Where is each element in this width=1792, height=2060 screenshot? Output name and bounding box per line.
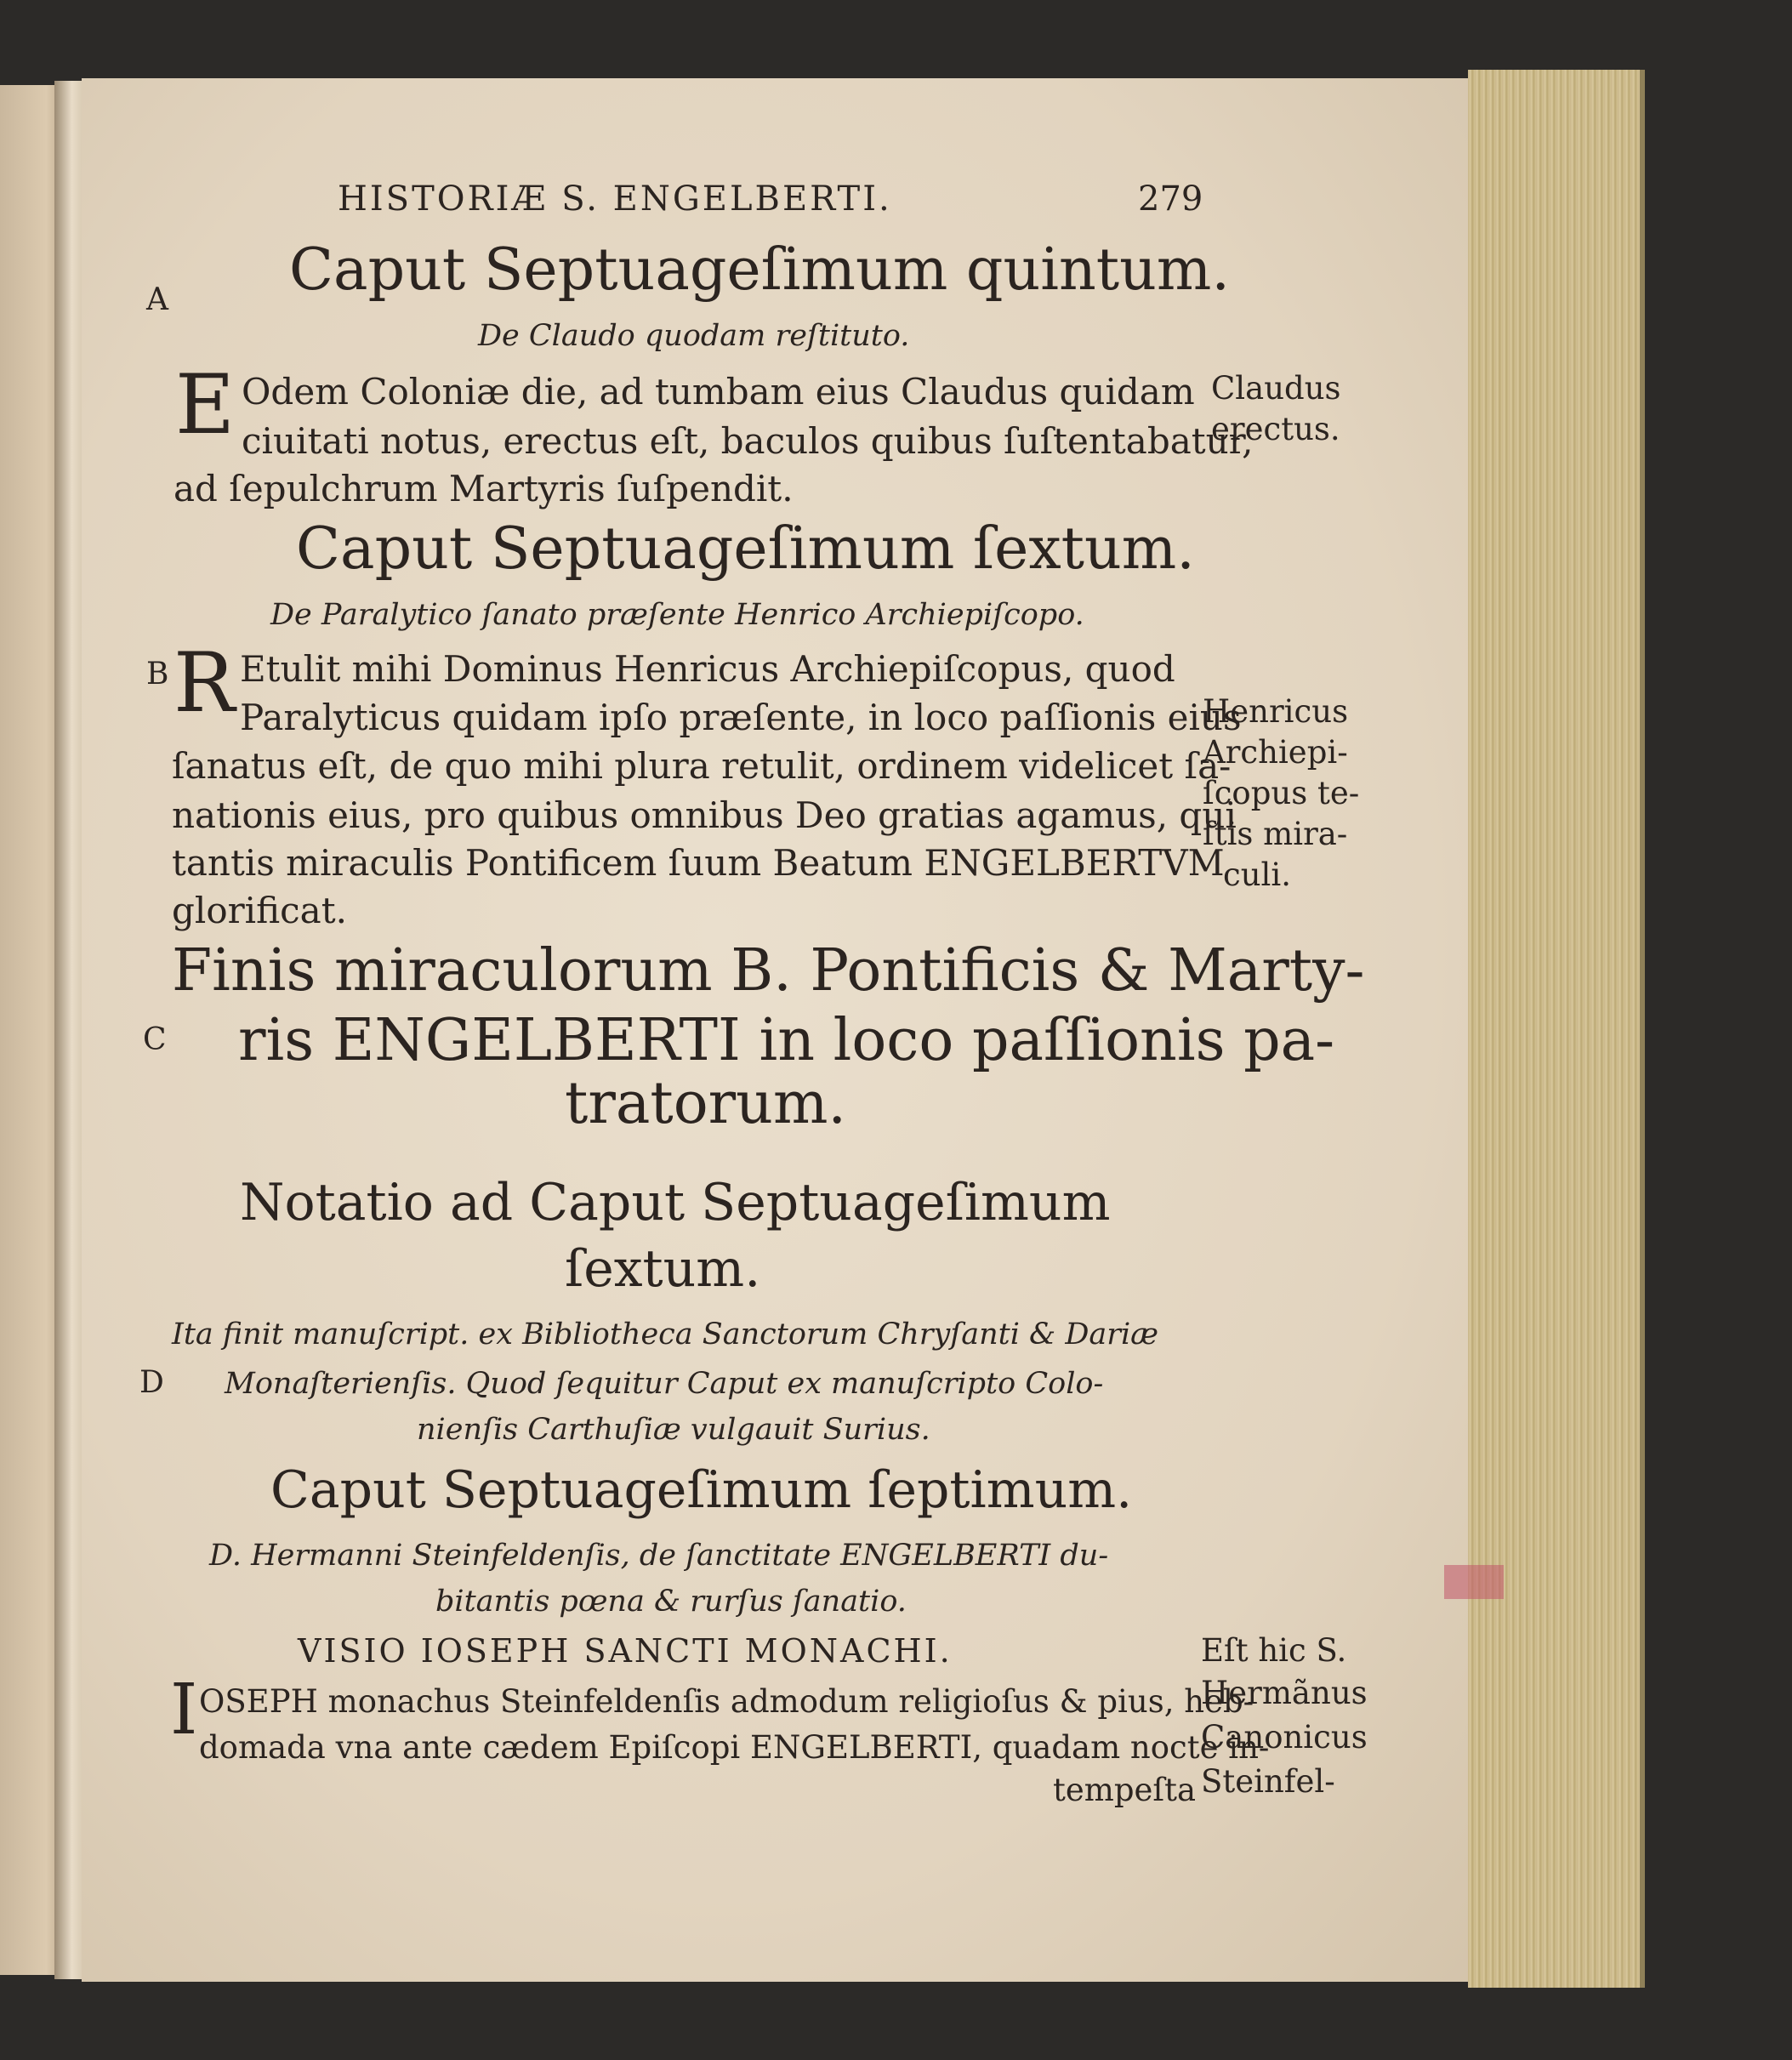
notatio-line-3: nienſis Carthuſiæ vulgauit Surius. xyxy=(417,1413,930,1447)
chapter-76-heading: Caput Septuageſimum ſextum. xyxy=(296,515,1195,583)
finis-line-1: Finis miraculorum B. Pontificis & Marty- xyxy=(172,937,1365,1004)
chapter-76-line-3: ſanatus eſt, de quo mihi plura retulit, ordinem videlicet ſa- xyxy=(172,745,1232,787)
catchword: tempeſta xyxy=(1053,1772,1197,1808)
chapter-77-subtitle-1: D. Hermanni Steinfeldenſis, de ſanctitate ENGELBERTI du- xyxy=(209,1539,1109,1573)
folio-number: 279 xyxy=(1138,179,1203,219)
chapter-75-line-1: Odem Coloniæ die, ad tumbam eius Claudus quidam xyxy=(242,371,1195,413)
red-edge-stain xyxy=(1444,1565,1504,1599)
drop-cap-e: E xyxy=(175,357,236,452)
chapter-77-heading: Caput Septuageſimum ſeptimum. xyxy=(270,1460,1133,1520)
chapter-75-heading: Caput Septuageſimum quintum. xyxy=(289,236,1230,304)
chapter-75-line-3: ad ſepulchrum Martyris ſuſpendit. xyxy=(174,468,794,509)
chapter-76-line-6: glorificat. xyxy=(172,890,347,931)
margin-letter-b: B xyxy=(146,657,169,691)
chapter-75-subtitle: De Claudo quodam reſtituto. xyxy=(478,319,910,353)
notatio-heading-2: ſextum. xyxy=(565,1239,761,1299)
chapter-75-line-2: ciuitati notus, erectus eſt, baculos quibus ſuſtentabatur, xyxy=(242,420,1254,462)
sidenote-claudus-1: Claudus xyxy=(1211,370,1341,407)
drop-cap-i: I xyxy=(170,1670,198,1750)
chapter-77-line-1: OSEPH monachus Steinfeldenſis admodum religioſus & pius, heb- xyxy=(199,1683,1254,1720)
notatio-line-1: Ita finit manuſcript. ex Bibliotheca Sanctorum Chryſanti & Dariæ xyxy=(172,1317,1159,1352)
chapter-77-line-2: domada vna ante cædem Epiſcopi ENGELBERTI, quadam nocte in- xyxy=(199,1729,1270,1766)
sidenote-claudus-2: erectus. xyxy=(1211,411,1340,447)
sidenote-hermanus-1: Eſt hic S. xyxy=(1201,1632,1347,1669)
sidenote-henricus-1: Henricus xyxy=(1203,693,1349,730)
book-gutter xyxy=(54,81,83,1979)
drop-cap-r: R xyxy=(174,635,236,731)
chapter-76-line-4: nationis eius, pro quibus omnibus Deo gratias agamus, qui xyxy=(172,794,1237,836)
margin-letter-a: A xyxy=(146,282,168,317)
running-head: HISTORIÆ S. ENGELBERTI. xyxy=(338,179,892,219)
sidenote-hermanus-2: Hermãnus xyxy=(1201,1675,1368,1711)
chapter-77-subtitle-2: bitantis pœna & rurſus ſanatio. xyxy=(435,1585,907,1619)
chapter-76-line-5: tantis miraculis Pontificem ſuum Beatum ENGELBERTVM xyxy=(172,842,1225,884)
chapter-76-subtitle: De Paralytico ſanato præſente Henrico Archiepiſcopo. xyxy=(270,598,1084,632)
margin-letter-c: C xyxy=(143,1022,167,1057)
sidenote-henricus-2: Archiepi- xyxy=(1203,734,1348,771)
sidenote-henricus-3: ſcopus te- xyxy=(1203,775,1360,811)
sidenote-henricus-4: ſtis mira- xyxy=(1203,816,1348,852)
margin-letter-d: D xyxy=(139,1365,164,1400)
sidenote-henricus-5: culi. xyxy=(1223,856,1291,893)
chapter-76-line-1: Etulit mihi Dominus Henricus Archiepiſcopus, quod xyxy=(240,648,1175,690)
finis-line-2: ris ENGELBERTI in loco paſſionis pa- xyxy=(238,1007,1335,1074)
notatio-heading-1: Notatio ad Caput Septuageſimum xyxy=(240,1173,1111,1232)
visio-heading: VISIO IOSEPH SANCTI MONACHI. xyxy=(298,1632,953,1670)
page-edges xyxy=(1468,70,1645,1988)
finis-line-3: tratorum. xyxy=(565,1070,847,1137)
notatio-line-2: Monaſterienſis. Quod ſequitur Caput ex manuſcripto Colo- xyxy=(225,1367,1104,1401)
chapter-76-line-2: Paralyticus quidam ipſo præſente, in loco paſſionis eius xyxy=(240,697,1242,738)
sidenote-hermanus-3: Canonicus xyxy=(1201,1719,1368,1756)
sidenote-hermanus-4: Steinfel- xyxy=(1201,1763,1335,1800)
